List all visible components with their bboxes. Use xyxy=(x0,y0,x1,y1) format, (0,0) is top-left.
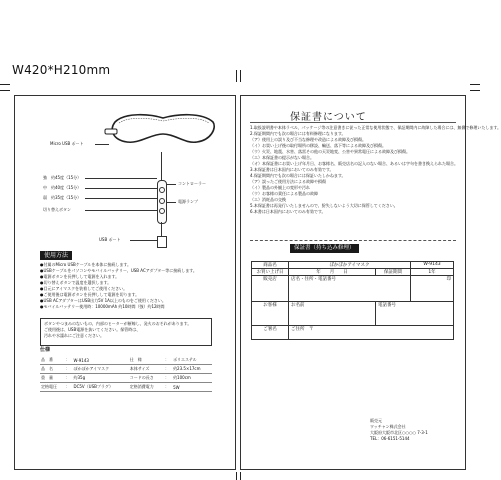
usage-text: ●付属のMicro USBケーブルを本体に接続します。 ●USBケーブルをパソコンやモバイルバッテリー、USB ACアダプター等に接続します。 ●電源ボタンを長押しして電源を入れます。 ●切り替えボタンで温度を選択します。 ●目元にアイマスクを装着してご使用ください。 ●ご使用後は電源ボタンを長押しして電源を切ります。 ●USB ACアダプターはUSB出力5V 1A以上のものをご使用ください。 ●モバイルバッテリー使用時：10000mAh 約10時間（強）約12時間 xyxy=(40,262,197,309)
table-row: 重 量 ： 約35g コードの長さ ： 約100cm xyxy=(40,374,212,383)
table-row: 商品名 ぽかぽかアイマスク W-9143 xyxy=(252,262,454,269)
cable-upper xyxy=(161,152,162,182)
warranty-card xyxy=(251,261,454,340)
table-row: 定格電圧 ： DC5V（USBプラグ） 定格消費電力 ： 5W xyxy=(40,383,212,392)
spec-heading: 仕様 xyxy=(40,347,51,353)
table-row: お買い上げ日 年 月 日 保証期間 1年 xyxy=(252,269,454,276)
spec-table xyxy=(40,356,212,392)
warranty-page-title: 保証書について xyxy=(290,112,367,123)
table-row: お客様 お名前 電話番号 xyxy=(252,302,454,326)
callout-controller: コントローラー xyxy=(178,181,206,186)
callout-lamp: 電源ランプ xyxy=(178,199,198,204)
warranty-heading: 保証書（持ち込み修理） xyxy=(290,244,359,253)
notice-box: ボタンやつまみのないもの、内部のヒーターが断線し、発火のおそれがあります。 ご使用後は、USB電源を抜いてください。保管時は、 汚れや水濡れにご注意ください。 xyxy=(40,318,212,346)
callout-micro-usb: Micro USB ポート xyxy=(50,141,84,146)
callout-switch: 切り替えボタン xyxy=(43,207,71,212)
table-row: 品 番 ： W-9143 仕 様 ： ポリエステル xyxy=(40,356,212,365)
warranty-terms: 1.取扱説明書や本体ラベル、パッケージ等の注意書きに従った正常な使用状態で、保証期間内に故障した場合には、無償で修理いたします。 2.保証期間内でも次の場合には有料修理になります。 （ア）使用上の誤り及び不当な修理や改造による故障及び損傷。 （イ）お買い上げ後の取付場所の移設、輸送、落下等による故障及び損傷。 （ウ）火災、地震、水害、落雷その他の天災地変、公害や異常電圧による故障及び損傷。 （エ）本保証書の提示がない場合。 （オ）本保証書にお買い上げ年月日、お客様名、販売店名の記入のない場合、あるいは字句を書き換えられた場合。 3.本保証書は日本国内においてのみ有効です。 4.保証期間内でも次の場合には保証いたしかねます。 （ア）誤ったご使用方法による故障や損傷 （イ）製品の外観上の変形や汚れ （ウ）お客様の責任による製品の故障 （エ）消耗品の交換 5.本保証書は再発行いたしませんので、紛失しないよう大切に保管してください。 6.本書は日本国内においてのみ有効です。 xyxy=(250,125,501,214)
seller-address: 大阪府大阪市北区○○○○ 7-3-1 xyxy=(370,430,428,435)
switch-button-icon xyxy=(159,198,165,204)
cut-line xyxy=(250,240,456,241)
seller-tel: TEL：06-6151-5144 xyxy=(370,436,410,441)
size-label: W420*H210mm xyxy=(12,63,111,77)
callout-strong: 強 約45度（15分） xyxy=(43,175,82,180)
table-row: 品 名 ： ぽかぽかアイマスク 本体サイズ ： 約23.5×17cm xyxy=(40,365,212,374)
seller-name: ワッチャン株式会社 xyxy=(370,424,406,429)
usb-plug-icon xyxy=(157,236,167,248)
table-row: ご署名 ご住所 〒 xyxy=(252,326,454,340)
table-row: 販売店 店名・住所・電話番号 印 xyxy=(252,276,454,302)
cable-lower xyxy=(161,222,162,236)
callout-weak: 弱 約35度（15分） xyxy=(43,195,82,200)
callout-medium: 中 約40度（15分） xyxy=(43,185,82,190)
usage-heading: 使用方法 xyxy=(40,251,72,260)
led-icon xyxy=(159,208,165,214)
seller-label: 販売元 xyxy=(370,418,382,423)
callout-usb: USB ポート xyxy=(99,237,121,242)
eye-mask-illustration xyxy=(105,108,220,148)
seller-info xyxy=(370,418,460,442)
power-lamp-icon xyxy=(159,187,165,193)
